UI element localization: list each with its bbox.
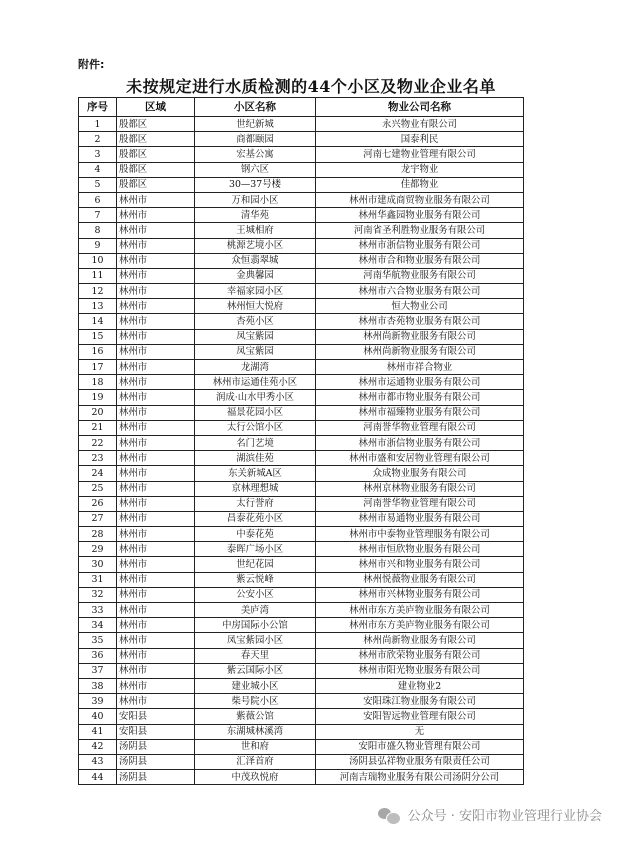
cell-district: 林州市 <box>117 663 195 678</box>
cell-community: 湖滨佳苑 <box>195 451 316 466</box>
cell-district: 林州市 <box>117 344 195 359</box>
cell-company: 林州市中泰物业管理服务有限公司 <box>316 527 524 542</box>
cell-index: 23 <box>79 451 117 466</box>
cell-community: 太行公馆小区 <box>195 420 316 435</box>
cell-community: 中茂玖悦府 <box>195 770 316 785</box>
cell-index: 3 <box>79 147 117 162</box>
table-row <box>79 390 524 405</box>
cell-company: 河南吉瑞物业服务有限公司汤阴分公司 <box>316 770 524 785</box>
cell-community: 紫云国际小区 <box>195 663 316 678</box>
cell-community: 柴号院小区 <box>195 694 316 709</box>
cell-district: 林州市 <box>117 603 195 618</box>
cell-district: 林州市 <box>117 284 195 299</box>
cell-community: 金典馨园 <box>195 268 316 283</box>
cell-district: 林州市 <box>117 527 195 542</box>
cell-company: 河南省圣利胜物业服务有限公司 <box>316 223 524 238</box>
cell-index: 16 <box>79 344 117 359</box>
cell-district: 林州市 <box>117 587 195 602</box>
cell-community: 春天里 <box>195 648 316 663</box>
table-row <box>79 132 524 147</box>
cell-company: 林州华鑫园物业服务有限公司 <box>316 208 524 223</box>
cell-index: 11 <box>79 268 117 283</box>
cell-district: 林州市 <box>117 360 195 375</box>
cell-district: 林州市 <box>117 572 195 587</box>
cell-company: 林州市东方美庐物业服务有限公司 <box>316 603 524 618</box>
cell-index: 22 <box>79 435 117 450</box>
cell-company: 河南七建物业管理有限公司 <box>316 147 524 162</box>
cell-community: 林州恒大悦府 <box>195 299 316 314</box>
cell-company: 林州尚新物业服务有限公司 <box>316 344 524 359</box>
cell-community: 东关新城A区 <box>195 466 316 481</box>
cell-community: 东湖城林溪湾 <box>195 724 316 739</box>
table-row <box>79 542 524 557</box>
cell-community: 昌泰花苑小区 <box>195 511 316 526</box>
cell-index: 2 <box>79 132 117 147</box>
cell-district: 林州市 <box>117 481 195 496</box>
cell-company: 林州市浙信物业服务有限公司 <box>316 435 524 450</box>
cell-community: 凤宝紫园小区 <box>195 633 316 648</box>
wechat-icon <box>378 806 400 824</box>
cell-district: 林州市 <box>117 542 195 557</box>
cell-community: 建业城小区 <box>195 678 316 693</box>
cell-district: 林州市 <box>117 435 195 450</box>
table-row <box>79 344 524 359</box>
cell-company: 林州市祥合物业 <box>316 360 524 375</box>
cell-company: 国泰利民 <box>316 132 524 147</box>
cell-company: 林州尚新物业服务有限公司 <box>316 329 524 344</box>
watermark-text: 公众号 · 安阳市物业管理行业协会 <box>407 809 602 824</box>
cell-company: 众成物业服务有限公司 <box>316 466 524 481</box>
cell-company: 林州悦薇物业服务有限公司 <box>316 572 524 587</box>
cell-company: 林州市运通物业服务有限公司 <box>316 375 524 390</box>
document-title: 未按规定进行水质检测的44个小区及物业企业名单 <box>126 77 496 96</box>
table-row <box>79 724 524 739</box>
table-row <box>79 177 524 192</box>
cell-district: 林州市 <box>117 390 195 405</box>
cell-index: 18 <box>79 375 117 390</box>
cell-company: 林州市兴林物业服务有限公司 <box>316 587 524 602</box>
cell-community: 太行誉府 <box>195 496 316 511</box>
cell-district: 林州市 <box>117 314 195 329</box>
cell-index: 38 <box>79 678 117 693</box>
table-row <box>79 694 524 709</box>
cell-district: 林州市 <box>117 268 195 283</box>
cell-community: 世纪花园 <box>195 557 316 572</box>
cell-community: 世纪新城 <box>195 117 316 132</box>
cell-index: 44 <box>79 770 117 785</box>
cell-company: 安阳珠江物业服务有限公司 <box>316 694 524 709</box>
cell-index: 27 <box>79 511 117 526</box>
cell-district: 林州市 <box>117 466 195 481</box>
cell-index: 32 <box>79 587 117 602</box>
cell-district: 林州市 <box>117 253 195 268</box>
cell-district: 殷都区 <box>117 162 195 177</box>
cell-community: 清华苑 <box>195 208 316 223</box>
cell-community: 美庐湾 <box>195 603 316 618</box>
cell-index: 31 <box>79 572 117 587</box>
cell-company: 龙宇物业 <box>316 162 524 177</box>
cell-community: 幸福家园小区 <box>195 284 316 299</box>
cell-company: 恒大物业公司 <box>316 299 524 314</box>
cell-company: 林州尚新物业服务有限公司 <box>316 633 524 648</box>
cell-index: 13 <box>79 299 117 314</box>
cell-district: 林州市 <box>117 405 195 420</box>
table-header-row <box>79 98 524 117</box>
cell-index: 26 <box>79 496 117 511</box>
cell-index: 33 <box>79 603 117 618</box>
cell-index: 17 <box>79 360 117 375</box>
table-row <box>79 527 524 542</box>
cell-index: 40 <box>79 709 117 724</box>
cell-community: 林州市运通佳苑小区 <box>195 375 316 390</box>
table-row <box>79 557 524 572</box>
cell-community: 汇泽首府 <box>195 754 316 769</box>
table-row <box>79 253 524 268</box>
header-community: 小区名称 <box>195 98 316 117</box>
table-row <box>79 587 524 602</box>
cell-company: 安阳智远物业管理有限公司 <box>316 709 524 724</box>
cell-district: 林州市 <box>117 633 195 648</box>
table-row <box>79 238 524 253</box>
cell-company: 永兴物业有限公司 <box>316 117 524 132</box>
cell-community: 泰晖广场小区 <box>195 542 316 557</box>
table-row <box>79 770 524 785</box>
table-row <box>79 147 524 162</box>
cell-district: 殷都区 <box>117 117 195 132</box>
table-row <box>79 375 524 390</box>
cell-company: 林州市福臻物业服务有限公司 <box>316 405 524 420</box>
cell-index: 8 <box>79 223 117 238</box>
cell-district: 林州市 <box>117 511 195 526</box>
cell-index: 43 <box>79 754 117 769</box>
cell-company: 建业物业2 <box>316 678 524 693</box>
cell-community: 紫云悦峰 <box>195 572 316 587</box>
cell-company: 林州市阳光物业服务有限公司 <box>316 663 524 678</box>
cell-community: 万和园小区 <box>195 192 316 207</box>
cell-index: 21 <box>79 420 117 435</box>
cell-community: 商都颐园 <box>195 132 316 147</box>
cell-index: 35 <box>79 633 117 648</box>
cell-company: 河南誉华物业管理有限公司 <box>316 496 524 511</box>
cell-company: 林州市合和物业服务有限公司 <box>316 253 524 268</box>
cell-district: 林州市 <box>117 329 195 344</box>
table-row <box>79 451 524 466</box>
table-row <box>79 192 524 207</box>
table-row <box>79 511 524 526</box>
cell-index: 14 <box>79 314 117 329</box>
cell-index: 7 <box>79 208 117 223</box>
cell-index: 24 <box>79 466 117 481</box>
cell-community: 中房国际小公馆 <box>195 618 316 633</box>
cell-company: 河南誉华物业管理有限公司 <box>316 420 524 435</box>
table-row <box>79 162 524 177</box>
table-row <box>79 648 524 663</box>
cell-district: 林州市 <box>117 223 195 238</box>
cell-company: 林州市浙信物业服务有限公司 <box>316 238 524 253</box>
table-row <box>79 481 524 496</box>
cell-index: 5 <box>79 177 117 192</box>
cell-district: 林州市 <box>117 238 195 253</box>
cell-index: 9 <box>79 238 117 253</box>
cell-district: 林州市 <box>117 618 195 633</box>
cell-district: 林州市 <box>117 648 195 663</box>
table-row <box>79 739 524 754</box>
cell-district: 林州市 <box>117 208 195 223</box>
table-row <box>79 420 524 435</box>
cell-company: 林州市恒欣物业服务有限公司 <box>316 542 524 557</box>
cell-company: 林州市建成商贸物业服务有限公司 <box>316 192 524 207</box>
table-row <box>79 117 524 132</box>
cell-company: 林州市都市物业服务有限公司 <box>316 390 524 405</box>
table-row <box>79 466 524 481</box>
cell-district: 林州市 <box>117 375 195 390</box>
table-row <box>79 572 524 587</box>
header-company: 物业公司名称 <box>316 98 524 117</box>
cell-index: 6 <box>79 192 117 207</box>
table-row <box>79 496 524 511</box>
table-row <box>79 208 524 223</box>
cell-community: 桃源艺境小区 <box>195 238 316 253</box>
table-row <box>79 223 524 238</box>
cell-company: 佳都物业 <box>316 177 524 192</box>
cell-community: 众恒翡翠城 <box>195 253 316 268</box>
cell-community: 京林理想城 <box>195 481 316 496</box>
cell-community: 中泰花苑 <box>195 527 316 542</box>
cell-company: 林州市杏苑物业服务有限公司 <box>316 314 524 329</box>
cell-index: 19 <box>79 390 117 405</box>
cell-index: 41 <box>79 724 117 739</box>
cell-index: 29 <box>79 542 117 557</box>
cell-company: 河南华航物业服务有限公司 <box>316 268 524 283</box>
cell-community: 公安小区 <box>195 587 316 602</box>
cell-community: 润成·山水甲秀小区 <box>195 390 316 405</box>
cell-district: 汤阴县 <box>117 770 195 785</box>
cell-company: 林州京林物业服务有限公司 <box>316 481 524 496</box>
header-index: 序号 <box>79 98 117 117</box>
cell-community: 凤宝紫园 <box>195 344 316 359</box>
cell-index: 1 <box>79 117 117 132</box>
cell-community: 龙湖湾 <box>195 360 316 375</box>
header-district: 区域 <box>117 98 195 117</box>
cell-district: 殷都区 <box>117 177 195 192</box>
cell-district: 林州市 <box>117 451 195 466</box>
cell-company: 无 <box>316 724 524 739</box>
cell-district: 安阳县 <box>117 709 195 724</box>
table-row <box>79 663 524 678</box>
cell-index: 25 <box>79 481 117 496</box>
table-row <box>79 360 524 375</box>
cell-company: 林州市六合物业服务有限公司 <box>316 284 524 299</box>
cell-index: 4 <box>79 162 117 177</box>
cell-district: 林州市 <box>117 496 195 511</box>
table-row <box>79 405 524 420</box>
cell-company: 安阳市盛久物业管理有限公司 <box>316 739 524 754</box>
cell-community: 名门艺境 <box>195 435 316 450</box>
cell-index: 20 <box>79 405 117 420</box>
cell-community: 30—37号楼 <box>195 177 316 192</box>
cell-community: 王城相府 <box>195 223 316 238</box>
cell-index: 10 <box>79 253 117 268</box>
cell-district: 林州市 <box>117 420 195 435</box>
cell-district: 殷都区 <box>117 132 195 147</box>
cell-index: 39 <box>79 694 117 709</box>
cell-index: 37 <box>79 663 117 678</box>
cell-index: 30 <box>79 557 117 572</box>
cell-company: 林州市欣荣物业服务有限公司 <box>316 648 524 663</box>
table-row <box>79 618 524 633</box>
cell-community: 紫薇公馆 <box>195 709 316 724</box>
table-row <box>79 329 524 344</box>
cell-community: 钢六区 <box>195 162 316 177</box>
cell-company: 林州市易通物业服务有限公司 <box>316 511 524 526</box>
table-row <box>79 754 524 769</box>
community-list-table <box>78 97 524 785</box>
table-row <box>79 284 524 299</box>
table-row <box>79 314 524 329</box>
cell-index: 12 <box>79 284 117 299</box>
cell-company: 林州市兴和物业服务有限公司 <box>316 557 524 572</box>
attachment-label: 附件: <box>78 58 105 71</box>
cell-company: 林州市东方美庐物业服务有限公司 <box>316 618 524 633</box>
cell-district: 林州市 <box>117 694 195 709</box>
cell-index: 36 <box>79 648 117 663</box>
table-row <box>79 709 524 724</box>
watermark <box>378 805 602 824</box>
cell-community: 宏基公寓 <box>195 147 316 162</box>
cell-index: 28 <box>79 527 117 542</box>
table-row <box>79 299 524 314</box>
table-row <box>79 633 524 648</box>
cell-district: 殷都区 <box>117 147 195 162</box>
cell-company: 林州市盛和安居物业管理有限公司 <box>316 451 524 466</box>
cell-index: 34 <box>79 618 117 633</box>
cell-community: 福景花园小区 <box>195 405 316 420</box>
table-row <box>79 603 524 618</box>
cell-district: 林州市 <box>117 557 195 572</box>
cell-index: 42 <box>79 739 117 754</box>
cell-index: 15 <box>79 329 117 344</box>
table-row <box>79 268 524 283</box>
cell-district: 安阳县 <box>117 724 195 739</box>
cell-district: 林州市 <box>117 678 195 693</box>
cell-community: 世和府 <box>195 739 316 754</box>
cell-district: 汤阴县 <box>117 754 195 769</box>
cell-community: 杏苑小区 <box>195 314 316 329</box>
cell-company: 汤阴县弘祥物业服务有限责任公司 <box>316 754 524 769</box>
cell-district: 汤阴县 <box>117 739 195 754</box>
cell-district: 林州市 <box>117 299 195 314</box>
cell-community: 凤宝紫园 <box>195 329 316 344</box>
table-row <box>79 678 524 693</box>
cell-district: 林州市 <box>117 192 195 207</box>
table-row <box>79 435 524 450</box>
